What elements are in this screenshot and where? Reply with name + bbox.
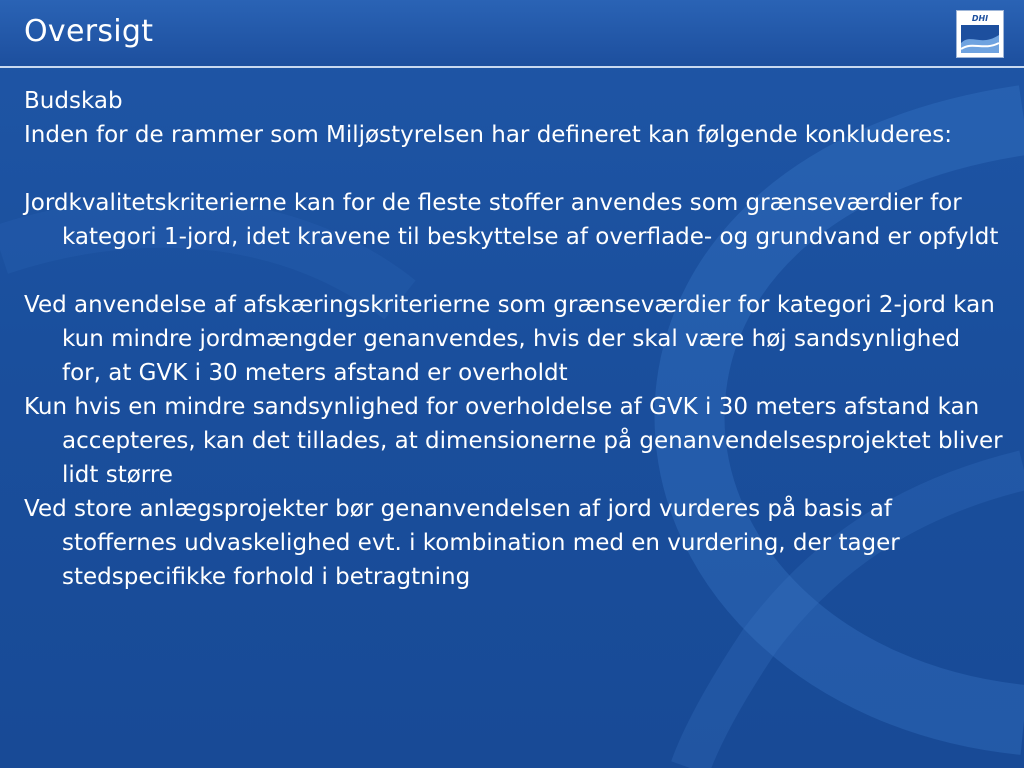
paragraph-anlaegsprojekter: Ved store anlægsprojekter bør genanvendelsen af jord vurderes på basis af stoffernes udvaskelighed evt. i kombination med en vurdering, der tager stedspecifikke forhold i betragtning	[24, 496, 900, 590]
slide-body	[24, 84, 1004, 594]
paragraph-jordkvalitet: Jordkvalitetskriterierne kan for de fleste stoffer anvendes som grænseværdier for kategori 1-jord, idet kravene til beskyttelse af overflade- og grundvand er opfyldt	[24, 190, 999, 250]
title-bar	[0, 0, 1024, 68]
paragraph-intro: Inden for de rammer som Miljøstyrelsen har defineret kan følgende konkluderes:	[24, 122, 952, 148]
spacer	[24, 254, 1004, 288]
spacer	[24, 152, 1004, 186]
slide-title: Oversigt	[24, 14, 154, 49]
logo-text: DHI	[971, 14, 989, 23]
dhi-logo	[956, 10, 1004, 58]
logo-wave-icon	[957, 11, 1003, 57]
paragraph-budskab: Budskab	[24, 88, 123, 114]
paragraph-sandsynlighed: Kun hvis en mindre sandsynlighed for overholdelse af GVK i 30 meters afstand kan accepteres, kan det tillades, at dimensionerne på genanvendelsesprojektet bliver lidt større	[24, 394, 1003, 488]
paragraph-afskaering: Ved anvendelse af afskæringskriterierne som grænseværdier for kategori 2-jord kan kun mindre jordmængder genanvendes, hvis der skal være høj sandsynlighed for, at GVK i 30 meters afstand er overholdt	[24, 292, 995, 386]
